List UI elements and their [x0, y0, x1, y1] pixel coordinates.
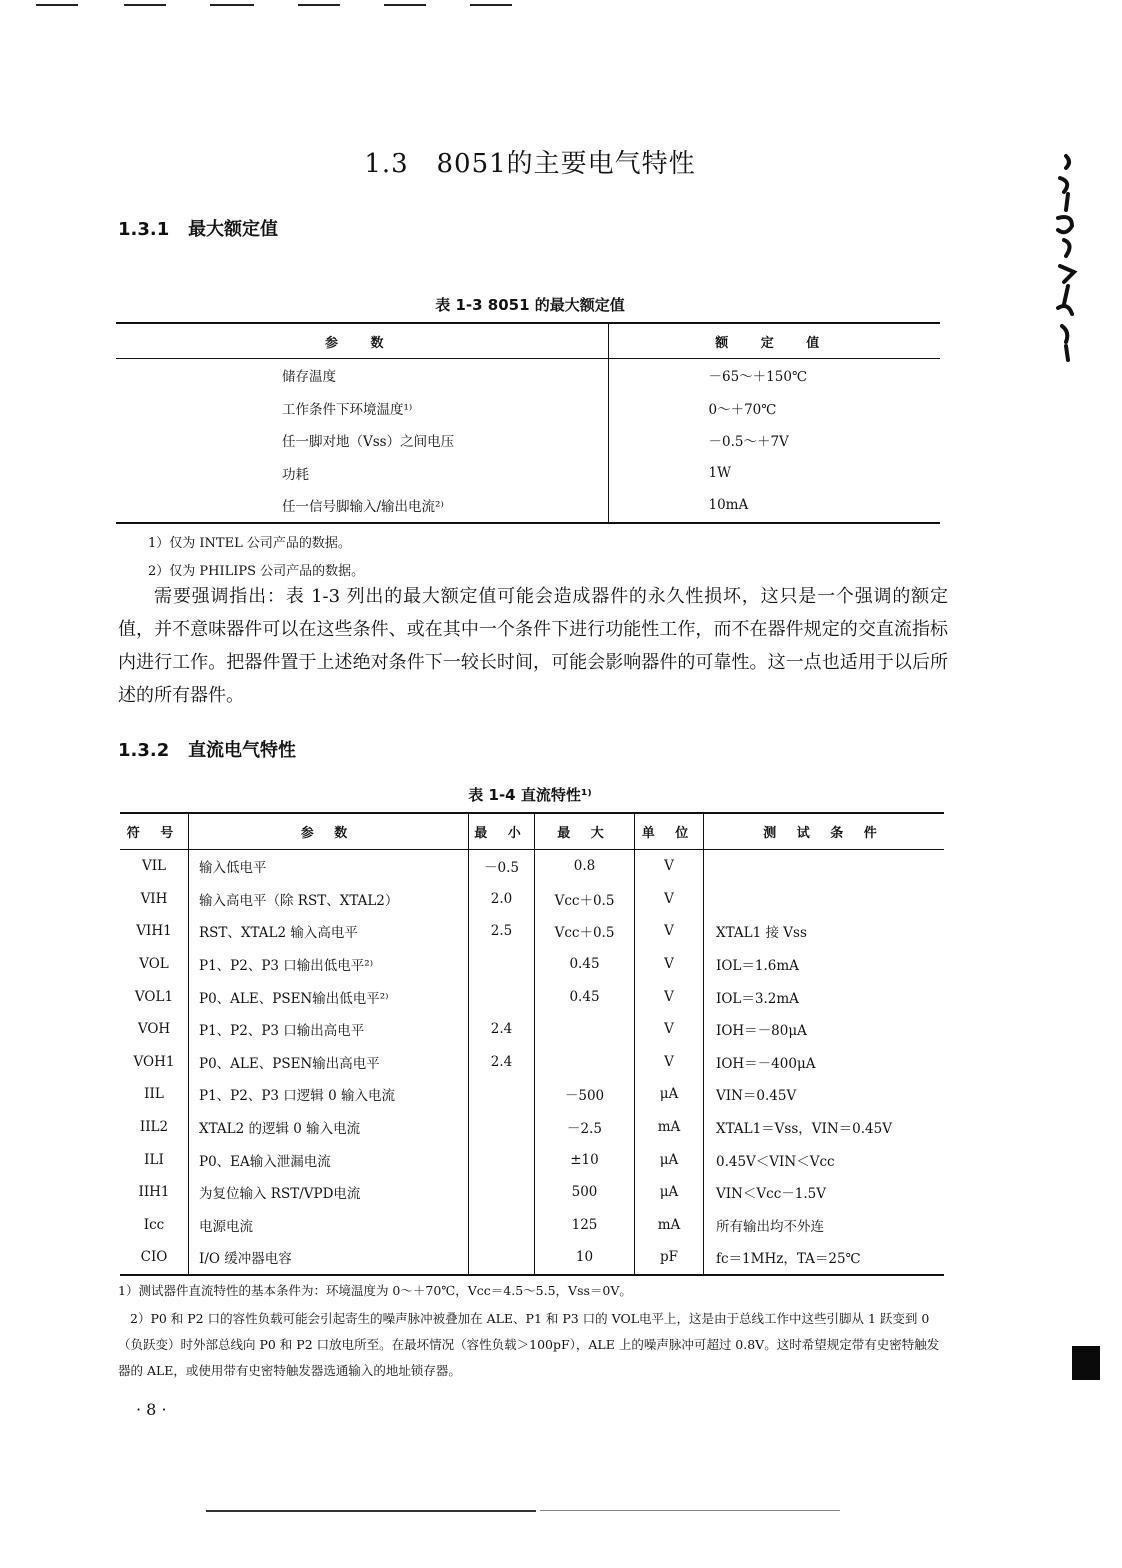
scan-mark [470, 4, 512, 6]
table-row [120, 883, 944, 916]
unit-cell: V [635, 1013, 704, 1046]
table-1-4-caption: 表 1-4 直流特性¹⁾ [468, 786, 592, 804]
symbol-cell: VIL [120, 850, 189, 883]
symbol-cell: ILI [120, 1143, 189, 1176]
param-cell: P0、ALE、PSEN输出高电平 [189, 1046, 469, 1079]
table-row [120, 1013, 944, 1046]
param-cell: 输入高电平（除 RST、XTAL2） [189, 883, 469, 916]
min-cell: 2.0 [469, 883, 535, 916]
subsection-heading: 直流电气特性 [188, 740, 297, 761]
value-cell: 10mA [708, 497, 749, 514]
max-cell: 500 [535, 1176, 635, 1209]
max-cell [535, 1013, 635, 1046]
table-1-3 [116, 322, 940, 524]
subsection-2-title [118, 736, 296, 762]
symbol-cell: VOH1 [120, 1046, 189, 1079]
value-cell: 1W [708, 464, 731, 481]
table-row [120, 850, 944, 883]
param-cell: 任一信号脚输入/输出电流²⁾ [116, 489, 608, 523]
unit-cell: μA [635, 1078, 704, 1111]
subsection-number: 1.3.2 [118, 740, 170, 761]
condition-cell: IOH＝－80μA [716, 1023, 807, 1040]
column-header: 测 试 条 件 [704, 813, 945, 850]
column-header: 参 数 [189, 813, 469, 850]
table-row [116, 359, 940, 392]
condition-cell: IOL＝3.2mA [716, 990, 799, 1007]
condition-cell: VIN＝0.45V [716, 1088, 797, 1105]
min-cell [469, 1241, 535, 1275]
param-cell: P1、P2、P3 口输出低电平²⁾ [189, 948, 469, 981]
page-number: · 8 · [136, 1400, 167, 1419]
unit-cell: mA [635, 1111, 704, 1144]
table-row [120, 1241, 944, 1275]
unit-cell: V [635, 980, 704, 1013]
symbol-cell: VIH1 [120, 915, 189, 948]
scan-artifact-block [1072, 1346, 1100, 1380]
unit-cell: V [635, 850, 704, 883]
param-cell: P0、ALE、PSEN输出低电平²⁾ [189, 980, 469, 1013]
symbol-cell: IIL [120, 1078, 189, 1111]
min-cell [469, 1176, 535, 1209]
condition-cell: VIN＜Vcc－1.5V [716, 1186, 826, 1203]
table-1-4 [120, 812, 944, 1276]
condition-cell: XTAL1＝Vss，VIN＝0.45V [716, 1121, 892, 1138]
condition-cell [704, 883, 945, 916]
param-cell: P0、EA输入泄漏电流 [189, 1143, 469, 1176]
column-header: 符 号 [120, 813, 189, 850]
unit-cell: V [635, 1046, 704, 1079]
table-body [120, 850, 944, 1275]
scan-edge-line [540, 1510, 840, 1511]
param-cell: I/O 缓冲器电容 [189, 1241, 469, 1275]
min-cell [469, 1078, 535, 1111]
min-cell: 2.4 [469, 1046, 535, 1079]
column-header: 最 大 [535, 813, 635, 850]
symbol-cell: IIL2 [120, 1111, 189, 1144]
subsection-heading: 最大额定值 [188, 219, 279, 240]
symbol-cell: VOL [120, 948, 189, 981]
condition-cell: 0.45V＜VIN＜Vcc [716, 1153, 835, 1170]
min-cell: 2.5 [469, 915, 535, 948]
param-cell: P1、P2、P3 口输出高电平 [189, 1013, 469, 1046]
max-cell: 125 [535, 1209, 635, 1242]
param-cell: 输入低电平 [189, 850, 469, 883]
param-cell: 工作条件下环境温度¹⁾ [116, 392, 608, 425]
max-cell: 0.8 [535, 850, 635, 883]
param-cell: 电源电流 [189, 1209, 469, 1242]
min-cell: 2.4 [469, 1013, 535, 1046]
table-row [120, 1078, 944, 1111]
scan-mark [210, 4, 254, 6]
max-cell: ±10 [535, 1143, 635, 1176]
table-row [120, 1046, 944, 1079]
param-cell: P1、P2、P3 口逻辑 0 输入电流 [189, 1078, 469, 1111]
condition-cell: XTAL1 接 Vss [716, 925, 807, 942]
table-1-3-caption: 表 1-3 8051 的最大额定值 [435, 296, 625, 314]
table-row [120, 915, 944, 948]
handwritten-margin-scribble [1046, 148, 1086, 368]
unit-cell: V [635, 948, 704, 981]
symbol-cell: VOH [120, 1013, 189, 1046]
table-note: 2）仅为 PHILIPS 公司产品的数据。 [148, 564, 365, 579]
symbol-cell: VIH [120, 883, 189, 916]
table-row [120, 1143, 944, 1176]
unit-cell: pF [635, 1241, 704, 1275]
column-header: 单 位 [635, 813, 704, 850]
value-cell: 0～＋70℃ [708, 401, 777, 418]
max-cell: 0.45 [535, 980, 635, 1013]
subsection-1-title [118, 215, 278, 241]
scan-mark [36, 4, 78, 6]
condition-cell: IOH＝－400μA [716, 1055, 816, 1072]
unit-cell: μA [635, 1143, 704, 1176]
table-row [116, 424, 940, 457]
symbol-cell: CIO [120, 1241, 189, 1275]
table-row [120, 1209, 944, 1242]
max-cell [535, 1046, 635, 1079]
max-cell: 0.45 [535, 948, 635, 981]
column-header: 额 定 值 [608, 323, 940, 359]
table-row [116, 392, 940, 425]
max-cell: －500 [535, 1078, 635, 1111]
param-cell: RST、XTAL2 输入高电平 [189, 915, 469, 948]
table-row [120, 980, 944, 1013]
min-cell [469, 1209, 535, 1242]
max-cell: Vcc＋0.5 [535, 883, 635, 916]
max-cell: 10 [535, 1241, 635, 1275]
scan-mark [384, 4, 426, 6]
section-number: 1.3 [364, 149, 409, 179]
footnote: 1）测试器件直流特性的基本条件为：环境温度为 0～＋70℃，Vcc＝4.5～5.5，Vss＝0V。 [118, 1283, 632, 1298]
table-row [116, 457, 940, 490]
footnote: 2）P0 和 P2 口的容性负载可能会引起寄生的噪声脉冲被叠加在 ALE、P1 和 P3 口的 VOL电平上，这是由于总线工作中这些引脚从 1 跃变到 0（负跃变）时外部总线向 P0 和 P2 口放电所至。在最坏情况（容性负载＞100pF），ALE 上的噪声脉冲可超过 0.8V。这时希望规定带有史密特触发器的 ALE，或使用带有史密特触发器选通输入的地址锁存器。 [118, 1311, 940, 1378]
value-cell: －0.5～＋7V [708, 434, 789, 451]
max-cell: －2.5 [535, 1111, 635, 1144]
symbol-cell: Icc [120, 1209, 189, 1242]
table-row [120, 948, 944, 981]
min-cell [469, 1143, 535, 1176]
condition-cell: IOL＝1.6mA [716, 958, 799, 975]
table-row [120, 1176, 944, 1209]
scan-mark [124, 4, 166, 6]
scan-edge-line [206, 1510, 536, 1512]
subsection-number: 1.3.1 [118, 219, 170, 240]
max-cell: Vcc＋0.5 [535, 915, 635, 948]
condition-cell: fc＝1MHz，TA＝25℃ [716, 1251, 861, 1268]
column-header: 参 数 [116, 323, 608, 359]
unit-cell: V [635, 883, 704, 916]
min-cell [469, 1111, 535, 1144]
table-row [116, 489, 940, 523]
min-cell [469, 980, 535, 1013]
table-row [120, 1111, 944, 1144]
symbol-cell: VOL1 [120, 980, 189, 1013]
min-cell [469, 948, 535, 981]
condition-cell [704, 850, 945, 883]
min-cell: －0.5 [469, 850, 535, 883]
table-header-row [120, 813, 944, 850]
scan-mark [298, 4, 340, 6]
body-paragraph: 需要强调指出：表 1-3 列出的最大额定值可能会造成器件的永久性损坏，这只是一个强调的额定值，并不意味器件可以在这些条件、或在其中一个条件下进行功能性工作，而不在器件规定的交直流指标内进行工作。把器件置于上述绝对条件下一较长时间，可能会影响器件的可靠性。这一点也适用于以后所述的所有器件。 [118, 586, 948, 706]
param-cell: 任一脚对地（Vss）之间电压 [116, 424, 608, 457]
param-cell: 功耗 [116, 457, 608, 490]
param-cell: XTAL2 的逻辑 0 输入电流 [189, 1111, 469, 1144]
column-header: 最 小 [469, 813, 535, 850]
param-cell: 为复位输入 RST/VPD电流 [189, 1176, 469, 1209]
table-header-row [116, 323, 940, 359]
section-title [0, 143, 1060, 180]
unit-cell: V [635, 915, 704, 948]
unit-cell: μA [635, 1176, 704, 1209]
condition-cell: 所有输出均不外连 [716, 1218, 824, 1235]
table-note: 1）仅为 INTEL 公司产品的数据。 [148, 536, 351, 551]
value-cell: －65～＋150℃ [708, 369, 808, 386]
unit-cell: mA [635, 1209, 704, 1242]
param-cell: 储存温度 [116, 359, 608, 392]
symbol-cell: IIH1 [120, 1176, 189, 1209]
section-heading: 8051的主要电气特性 [436, 149, 696, 179]
